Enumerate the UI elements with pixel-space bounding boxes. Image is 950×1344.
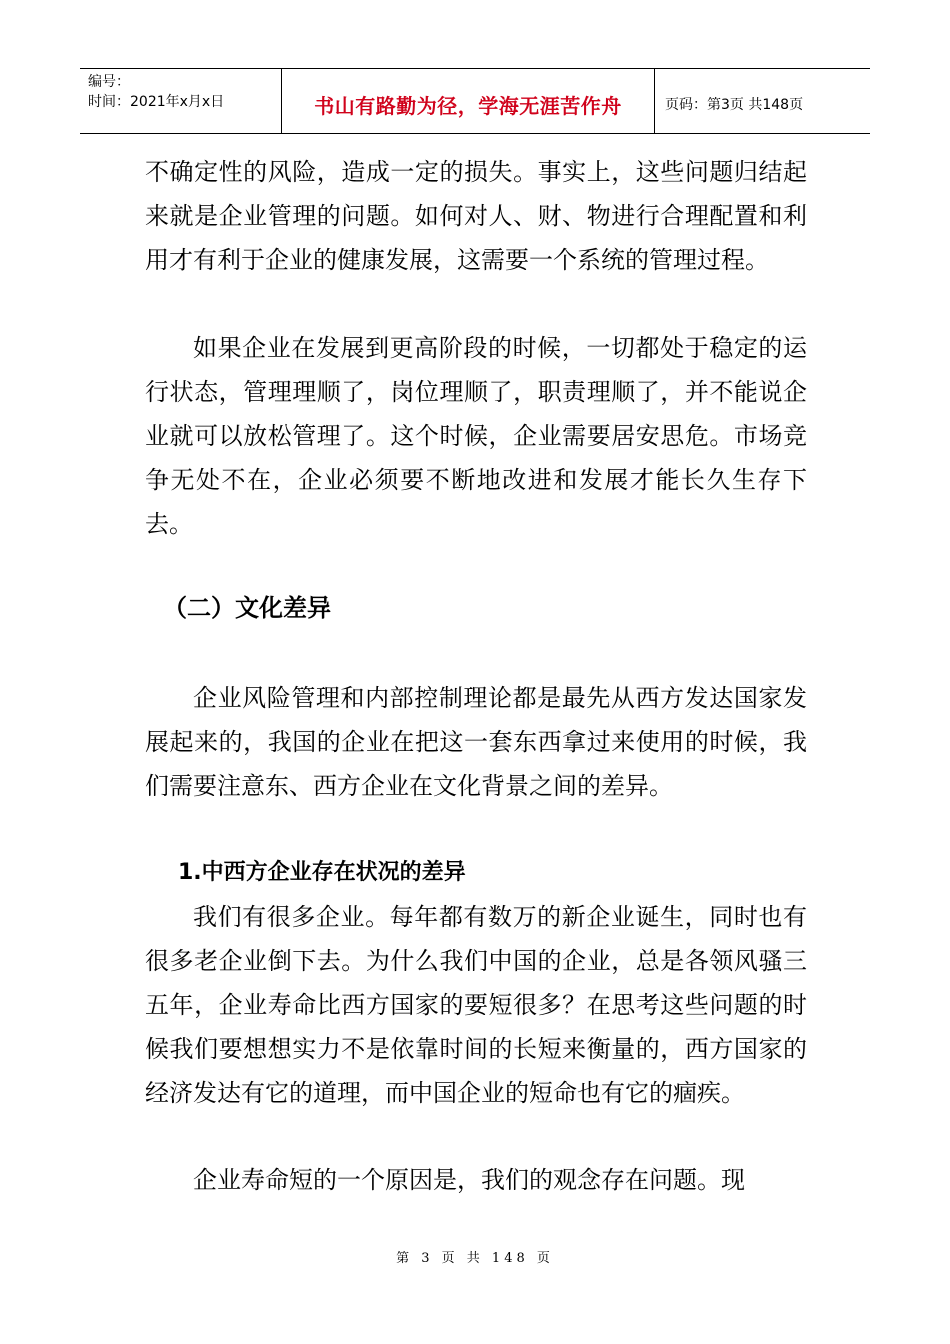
header-motto: 书山有路勤为径，学海无涯苦作舟 — [314, 93, 622, 118]
paragraph-text: 企业寿命短的一个原因是，我们的观念存在问题。现 — [193, 1166, 745, 1194]
subsection-heading: 1.中西方企业存在状况的差异 — [178, 860, 466, 885]
header-page-info: 页码：第3页 共148页 — [665, 97, 804, 113]
paragraph-text: 如果企业在发展到更高阶段的时候，一切都处于稳定的运行状态，管理理顺了，岗位理顺了，职责理顺了，并不能说企业就可以放松管理了。这个时候，企业需要居安思危。市场竞争无处不在，企业必须要不断地改进和发展才能长久生存下去。 — [145, 334, 807, 538]
paragraph-text: 企业风险管理和内部控制理论都是最先从西方发达国家发展起来的，我国的企业在把这一套东西拿过来使用的时候，我们需要注意东、西方企业在文化背景之间的差异。 — [145, 684, 807, 800]
header-meta — [80, 69, 282, 133]
paragraph-text: 不确定性的风险，造成一定的损失。事实上，这些问题归结起来就是企业管理的问题。如何对人、财、物进行合理配置和利用才有利于企业的健康发展，这需要一个系统的管理过程。 — [145, 158, 807, 274]
paragraph-2 — [145, 326, 807, 546]
page-footer: 第 3 页 共 148 页 — [396, 1251, 554, 1266]
document-header — [80, 68, 870, 134]
paragraph-3 — [145, 676, 807, 808]
paragraph-text: 我们有很多企业。每年都有数万的新企业诞生，同时也有很多老企业倒下去。为什么我们中国的企业，总是各领风骚三五年，企业寿命比西方国家的要短很多？在思考这些问题的时候我们要想想实力不是依靠时间的长短来衡量的，西方国家的经济发达有它的道理，而中国企业的短命也有它的痼疾。 — [145, 903, 807, 1107]
paragraph-5 — [145, 1158, 807, 1202]
header-motto-cell — [282, 69, 655, 133]
header-number-label: 编号： — [88, 74, 130, 90]
header-time-label: 时间：2021年x月x日 — [88, 94, 225, 110]
paragraph-4 — [145, 895, 807, 1115]
paragraph-1 — [145, 150, 807, 282]
section-heading: （二）文化差异 — [163, 594, 331, 622]
